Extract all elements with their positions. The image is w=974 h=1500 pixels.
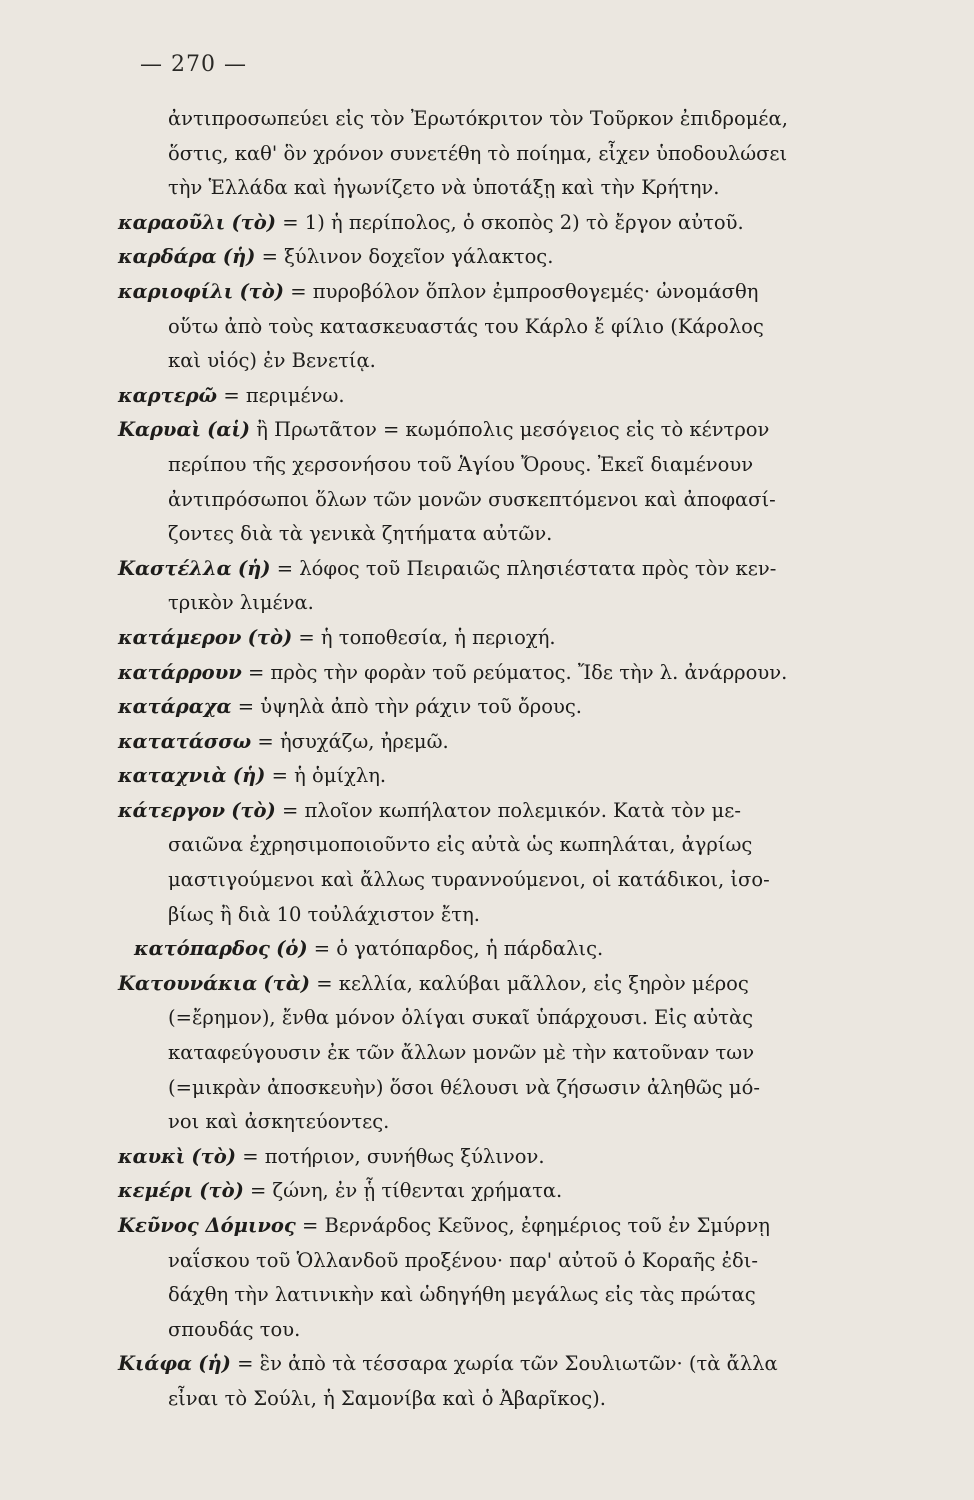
glossary-entry-kefnos <box>118 1209 832 1347</box>
definition-line: ζοντες διὰ τὰ γενικὰ ζητήματα αὐτῶν. <box>168 522 553 546</box>
definition-text: = ποτήριον, συνήθως ξύλινον. <box>242 1144 545 1168</box>
glossary-entry-katarroun <box>118 656 832 691</box>
grammar-tag: (τὸ) <box>231 210 277 234</box>
grammar-tag: (ὁ) <box>276 937 308 961</box>
definition-text: = ὁ γατόπαρδος, ἡ πάρδαλις. <box>313 937 604 961</box>
glossary-entry-kataracha <box>118 690 832 725</box>
headword: κατατάσσω <box>118 729 252 753</box>
glossary-entry-continuation <box>118 102 832 206</box>
headword: Καστέλλα <box>118 556 232 580</box>
headword: καυκὶ <box>118 1144 186 1168</box>
definition-line: τρικὸν λιμένα. <box>168 591 314 615</box>
glossary-entry-kemeri <box>118 1174 832 1209</box>
definition-text: = λόφος τοῦ Πειραιῶς πλησιέστατα πρὸς τὸν κεν- <box>276 556 777 580</box>
definition-line: εἶναι τὸ Σούλι, ἡ Σαμονίβα καὶ ὁ Ἀβαρῖκος). <box>168 1386 606 1410</box>
glossary-entry-katopardos <box>118 932 832 967</box>
headword: κατάμερον <box>118 625 242 649</box>
headword: κεμέρι <box>118 1179 194 1203</box>
definition-line: περίπου τῆς χερσονήσου τοῦ Ἁγίου Ὄρους. Ἐκεῖ διαμένουν <box>168 452 754 476</box>
headword: κατάρρουν <box>118 660 242 684</box>
glossary-entries <box>118 102 832 1417</box>
grammar-tag: (τὰ) <box>263 971 311 995</box>
definition-text: = Βερνάρδος Κεῦνος, ἐφημέριος τοῦ ἐν Σμύρνῃ <box>302 1214 770 1237</box>
grammar-tag: (τὸ) <box>239 279 285 303</box>
definition-text: = ἡσυχάζω, ἠρεμῶ. <box>257 729 449 753</box>
headword: Κατουνάκια <box>118 971 258 995</box>
text-line: ἀντιπροσωπεύει εἰς τὸν Ἐρωτόκριτον τὸν Τοῦρκον ἐπιδρομέα, <box>168 107 788 130</box>
text-line: τὴν Ἑλλάδα καὶ ἠγωνίζετο νὰ ὑποτάξῃ καὶ τὴν Κρήτην. <box>168 176 720 200</box>
definition-text: = ἓν ἀπὸ τὰ τέσσαρα χωρία τῶν Σουλιωτῶν· (τὰ ἄλλα <box>237 1352 778 1376</box>
headword: καραοῦλι <box>118 210 226 234</box>
glossary-entry-katachnia <box>118 759 832 794</box>
grammar-tag: (τὸ) <box>199 1179 244 1203</box>
headword: Κεῦνος Δόμινος <box>118 1214 296 1237</box>
glossary-entry-kavki <box>118 1140 832 1175</box>
headword: κάτεργον <box>118 798 225 822</box>
glossary-entry-kastella <box>118 552 832 621</box>
definition-line: δάχθη τὴν λατινικὴν καὶ ὡδηγήθη μεγάλως εἰς τὰς πρώτας <box>168 1283 756 1307</box>
headword: καρδάρα <box>118 245 217 269</box>
definition-line: καὶ υἱός) ἐν Βενετίᾳ. <box>168 349 376 373</box>
definition-line: οὕτω ἀπὸ τοὺς κατασκευαστάς του Κάρλο ἔ φίλιο (Κάρολος <box>168 314 764 338</box>
headword: κατόπαρδος <box>134 937 270 961</box>
headword: καριοφίλι <box>118 279 234 303</box>
glossary-entry-kardara <box>118 240 832 275</box>
glossary-entry-katounakia <box>118 967 832 1140</box>
glossary-entry-kartero <box>118 379 832 414</box>
glossary-entry-kiafa <box>118 1347 832 1416</box>
headword: Καρυαὶ <box>118 418 201 442</box>
glossary-entry-katameron <box>118 621 832 656</box>
text-line: ὅστις, καθ' ὃν χρόνον συνετέθη τὸ ποίημα, εἶχεν ὑποδουλώσει <box>168 141 788 165</box>
definition-text: = ζώνη, ἐν ᾗ τίθενται χρήματα. <box>250 1179 563 1203</box>
definition-line: καταφεύγουσιν ἐκ τῶν ἄλλων μονῶν μὲ τὴν κατοῦναν των <box>168 1041 755 1065</box>
glossary-entry-katatasso <box>118 725 832 760</box>
grammar-tag: (ἡ) <box>232 764 266 788</box>
definition-text: = κελλία, καλύβαι μᾶλλον, εἰς ξηρὸν μέρος <box>316 971 749 995</box>
grammar-tag: (τὸ) <box>191 1144 236 1168</box>
definition-text: = ξύλινον δοχεῖον γάλακτος. <box>261 245 554 269</box>
glossary-entry-katergon <box>118 794 832 932</box>
headword: καρτερῶ <box>118 383 218 407</box>
definition-text: = ὑψηλὰ ἀπὸ τὴν ράχιν τοῦ ὄρους. <box>237 695 582 719</box>
headword: κατάραχα <box>118 695 232 719</box>
definition-text: = πυροβόλον ὅπλον ἐμπροσθογεμές· ὠνομάσθη <box>290 279 759 303</box>
definition-text: ἢ Πρωτᾶτον = κωμόπολις μεσόγειος εἰς τὸ κέντρον <box>256 418 770 442</box>
definition-line: ἀντιπρόσωποι ὅλων τῶν μονῶν συσκεπτόμενοι καὶ ἀποφασί- <box>168 487 776 511</box>
definition-line: νοι καὶ ἀσκητεύοντες. <box>168 1110 390 1134</box>
definition-text: = 1) ἡ περίπολος, ὁ σκοπὸς 2) τὸ ἔργον αὐτοῦ. <box>282 210 744 234</box>
grammar-tag: (ἡ) <box>237 556 271 580</box>
grammar-tag: (ἡ) <box>222 245 256 269</box>
definition-line: σαιῶνα ἐχρησιμοποιοῦντο εἰς αὐτὰ ὡς κωπηλάται, ἀγρίως <box>168 833 753 857</box>
definition-text: = περιμένω. <box>223 383 345 407</box>
glossary-entry-karaouli <box>118 206 832 241</box>
definition-line: ναΐσκου τοῦ Ὁλλανδοῦ προξένου· παρ' αὐτοῦ ὁ Κοραῆς ἐδι- <box>168 1248 759 1272</box>
headword: καταχνιὰ <box>118 764 227 788</box>
grammar-tag: (τὸ) <box>231 798 276 822</box>
definition-line: μαστιγούμενοι καὶ ἄλλως τυραννούμενοι, οἱ κατάδικοι, ἰσο- <box>168 868 770 892</box>
definition-text: = πρὸς τὴν φορὰν τοῦ ρεύματος. Ἴδε τὴν λ. ἀνάρρουν. <box>247 660 788 684</box>
definition-line: (=μικρὰν ἀποσκευὴν) ὅσοι θέλουσι νὰ ζήσωσιν ἀληθῶς μό- <box>168 1075 760 1099</box>
glossary-entry-karyai <box>118 413 832 551</box>
headword: Κιάφα <box>118 1352 193 1376</box>
glossary-entry-kariofili <box>118 275 832 379</box>
definition-text: = πλοῖον κωπήλατον πολεμικόν. Κατὰ τὸν με- <box>281 798 741 822</box>
definition-line: σπουδάς του. <box>168 1317 301 1341</box>
grammar-tag: (τὸ) <box>247 625 293 649</box>
page-number: — 270 — <box>140 52 247 77</box>
definition-line: βίως ἢ διὰ 10 τοὐλάχιστον ἔτη. <box>168 902 480 926</box>
grammar-tag: (ἡ) <box>198 1352 231 1376</box>
grammar-tag: (αἱ) <box>207 418 251 442</box>
definition-text: = ἡ τοποθεσία, ἡ περιοχή. <box>298 625 556 649</box>
definition-line: (=ἔρημον), ἔνθα μόνον ὀλίγαι συκαῖ ὑπάρχουσι. Εἰς αὐτὰς <box>168 1006 754 1030</box>
definition-text: = ἡ ὁμίχλη. <box>271 764 387 788</box>
